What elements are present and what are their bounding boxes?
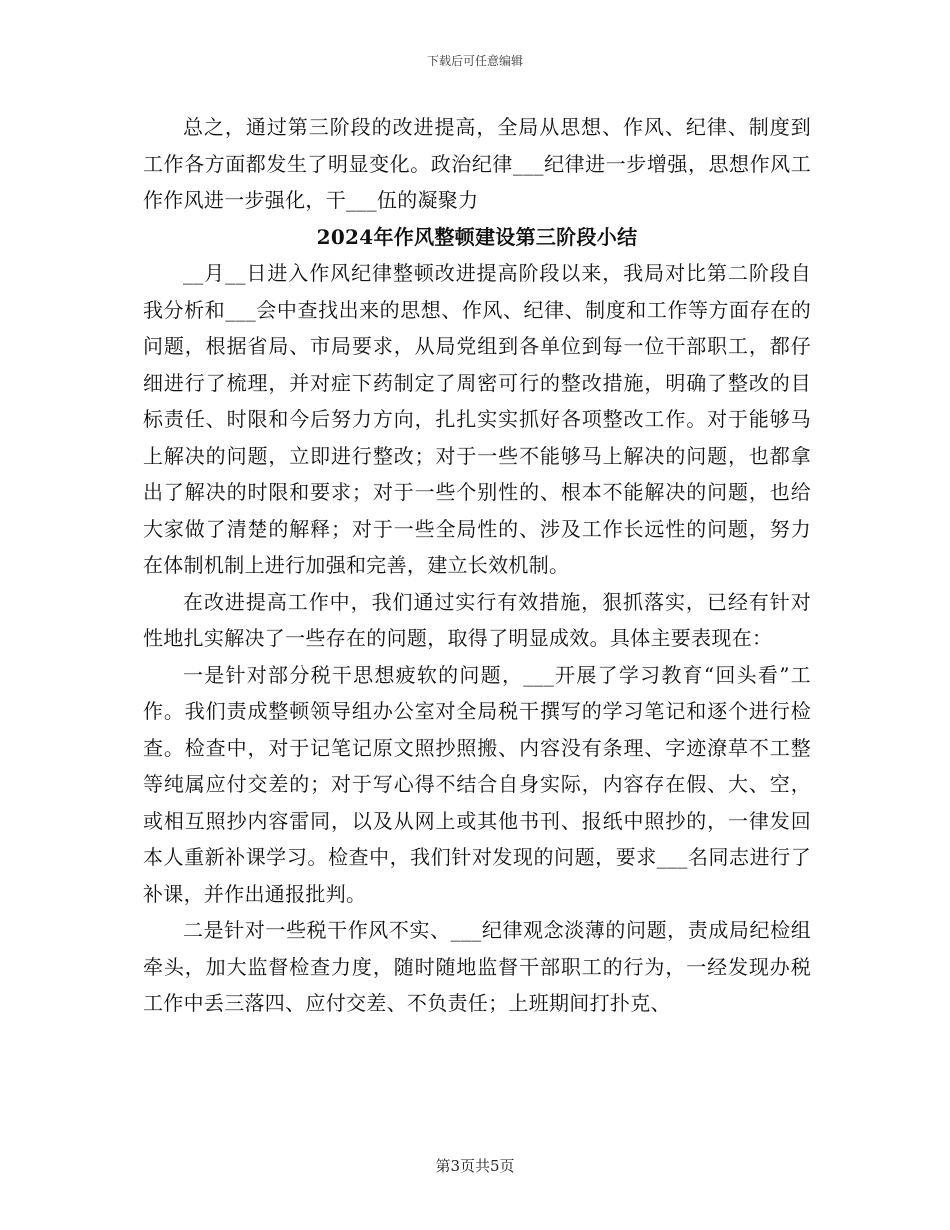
document-title: 2024年作风整顿建设第三阶段小结 bbox=[316, 224, 638, 249]
paragraph-achievements: 在改进提高工作中，我们通过实行有效措施，狠抓落实，已经有针对性地扎实解决了一些存在的问题，取得了明显成效。具体主要表现在： bbox=[143, 589, 811, 650]
paragraph-point-one: 一是针对部分税干思想疲软的问题，___开展了学习教育“回头看”工作。我们责成整顿领导组办公室对全局税干撰写的学习笔记和逐个进行检查。检查中，对于记笔记原文照抄照搬、内容没有条理、字迹潦草不工整等纯属应付交差的；对于写心得不结合自身实际，内容存在假、大、空，或相互照抄内容雷同，以及从网上或其他书刊、报纸中照抄的，一律发回本人重新补课学习。检查中，我们针对发现的问题，要求___名同志进行了补课，并作出通报批判。 bbox=[143, 662, 811, 906]
paragraph-summary: 总之，通过第三阶段的改进提高，全局从思想、作风、纪律、制度到工作各方面都发生了明显变化。政治纪律___纪律进一步增强，思想作风工作作风进一步强化，干___伍的凝聚力 bbox=[143, 115, 811, 212]
page-header-note: 下载后可任意编辑 bbox=[426, 54, 523, 68]
paragraph-intro: __月__日进入作风纪律整顿改进提高阶段以来，我局对比第二阶段自我分析和___会中查找出来的思想、作风、纪律、制度和工作等方面存在的问题，根据省局、市局要求，从局党组到各单位到每一位干部职工，都仔细进行了梳理，并对症下药制定了周密可行的整改措施，明确了整改的目标责任、时限和今后努力方向，扎扎实实抓好各项整改工作。对于能够马上解决的问题，立即进行整改；对于一些不能够马上解决的问题，也都拿出了解决的时限和要求；对于一些个别性的、根本不能解决的问题，也给大家做了清楚的解释；对于一些全局性的、涉及工作长远性的问题，努力在体制机制上进行加强和完善，建立长效机制。 bbox=[143, 261, 811, 577]
page-number-footer: 第3页共5页 bbox=[435, 1157, 515, 1175]
paragraph-point-two: 二是针对一些税干作风不实、___纪律观念淡薄的问题，责成局纪检组牵头，加大监督检查力度，随时随地监督干部职工的行为，一经发现办税工作中丢三落四、应付交差、不负责任；上班期间打扑克、 bbox=[143, 918, 811, 1015]
document-body bbox=[143, 109, 811, 1022]
